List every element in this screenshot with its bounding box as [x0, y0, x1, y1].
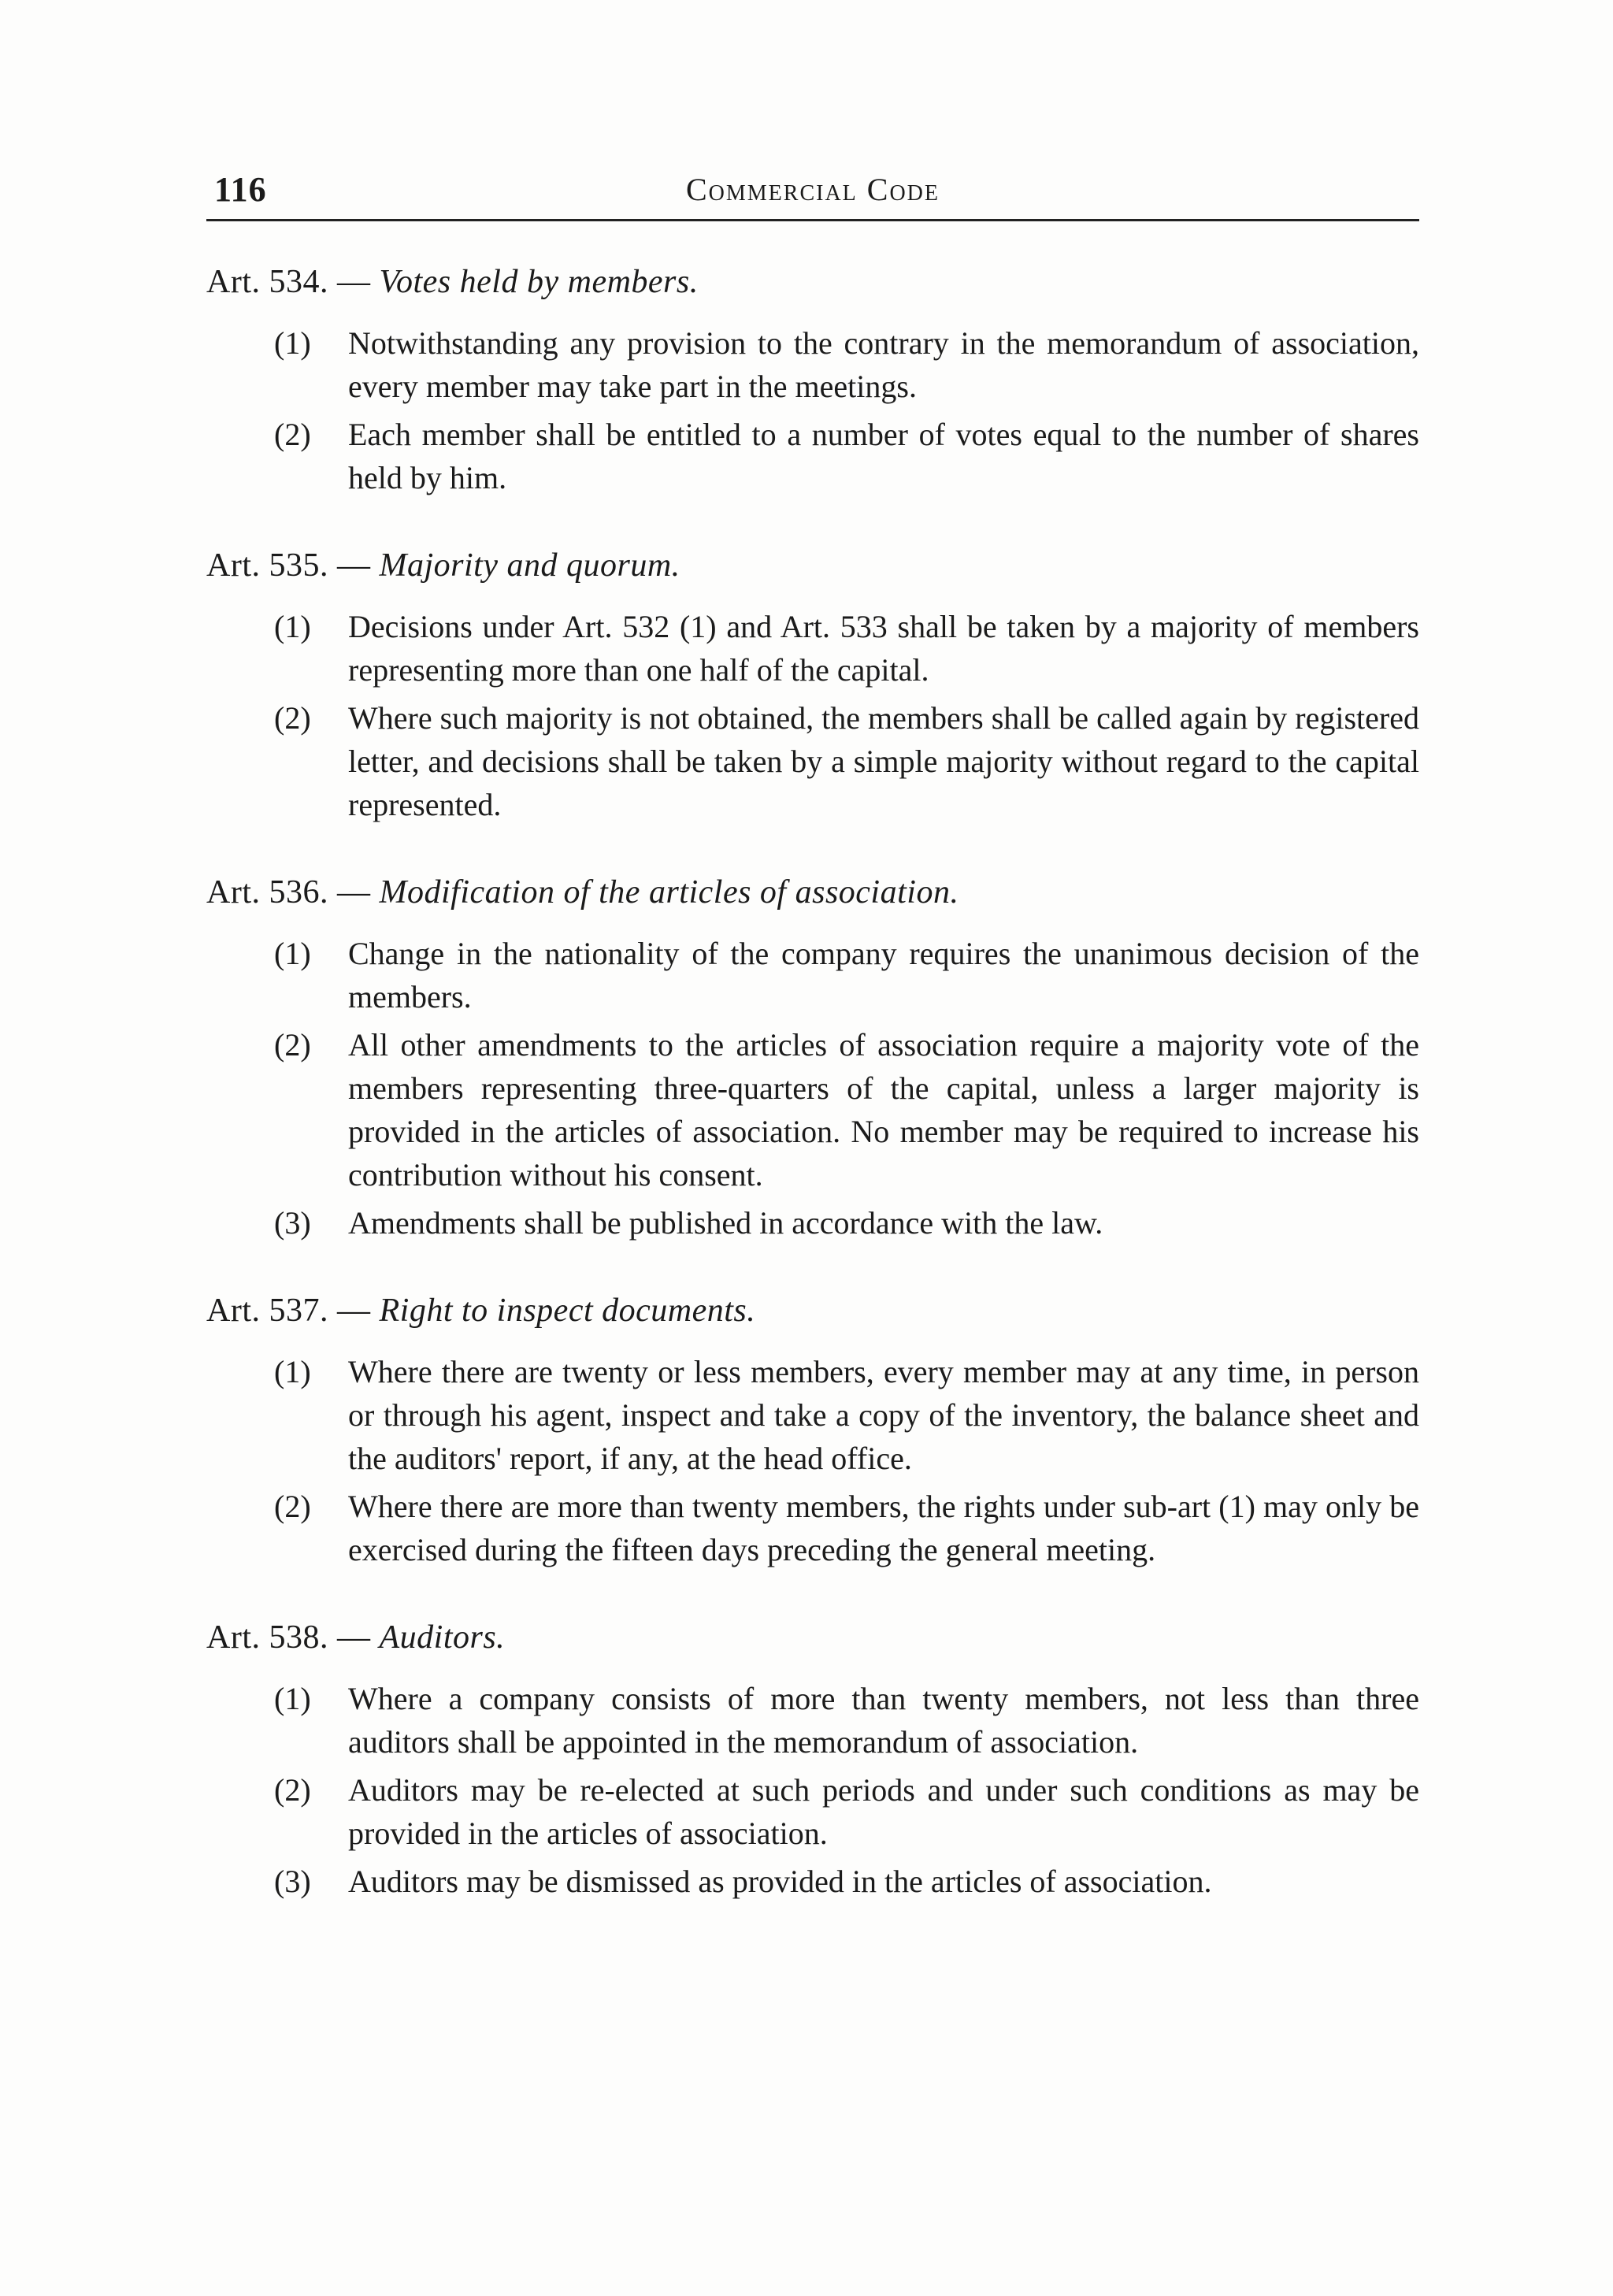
clause: [206, 413, 1419, 499]
clause-text: Where there are twenty or less members, every member may at any time, in person or through his agent, inspect and take a copy of the inventory, the balance sheet and the auditors' report, if any, at the head office.: [348, 1354, 1419, 1476]
clause-text: Notwithstanding any provision to the contrary in the memorandum of association, every member may take part in the meetings.: [348, 325, 1419, 404]
clause-number: (2): [274, 417, 311, 452]
clause: [206, 605, 1419, 692]
clause: [206, 1485, 1419, 1571]
article-title: Majority and quorum.: [379, 547, 680, 584]
clause: [206, 932, 1419, 1018]
clause-number: (1): [274, 609, 311, 644]
clause-number: (1): [274, 936, 311, 971]
page: [206, 0, 1419, 2296]
article-dash: —: [337, 874, 371, 911]
article-heading: [206, 1289, 1419, 1333]
article-number: Art. 536.: [206, 874, 328, 911]
article-536: [206, 870, 1419, 1244]
clause: [206, 1350, 1419, 1480]
articles: [206, 260, 1419, 1947]
clause-number: (2): [274, 1772, 311, 1808]
clause-number: (3): [274, 1864, 311, 1899]
article-heading: [206, 870, 1419, 914]
article-535: [206, 543, 1419, 826]
clause-number: (1): [274, 1681, 311, 1716]
clause-text: Where such majority is not obtained, the members shall be called again by registered letter, and decisions shall be taken by a simple majority without regard to the capital represented.: [348, 700, 1419, 822]
clause-text: Change in the nationality of the company requires the unanimous decision of the members.: [348, 936, 1419, 1014]
clause-text: Amendments shall be published in accordance with the law.: [348, 1205, 1103, 1241]
clause-text: Where a company consists of more than twenty members, not less than three auditors shall be appointed in the memorandum of association.: [348, 1681, 1419, 1760]
article-title: Right to inspect documents.: [379, 1293, 756, 1329]
clause-text: Decisions under Art. 532 (1) and Art. 533 shall be taken by a majority of members representing more than one half of the capital.: [348, 609, 1419, 688]
article-dash: —: [337, 264, 371, 300]
clause-text: Where there are more than twenty members, the rights under sub-art (1) may only be exercised during the fifteen days preceding the general meeting.: [348, 1489, 1419, 1567]
clause-text: Each member shall be entitled to a number of votes equal to the number of shares held by him.: [348, 417, 1419, 495]
clause-text: Auditors may be dismissed as provided in the articles of association.: [348, 1864, 1212, 1899]
article-dash: —: [337, 1293, 371, 1329]
article-dash: —: [337, 1619, 371, 1656]
clause-number: (3): [274, 1205, 311, 1241]
article-number: Art. 534.: [206, 264, 328, 300]
article-title: Votes held by members.: [379, 264, 699, 300]
clause: [206, 1201, 1419, 1244]
article-538: [206, 1615, 1419, 1903]
running-title: Commercial Code: [685, 172, 940, 207]
clause: [206, 1860, 1419, 1903]
article-number: Art. 537.: [206, 1293, 328, 1329]
article-heading: [206, 1615, 1419, 1660]
clause: [206, 321, 1419, 408]
page-number: 116: [214, 170, 267, 209]
article-dash: —: [337, 547, 371, 584]
article-537: [206, 1289, 1419, 1571]
article-heading: [206, 543, 1419, 588]
article-number: Art. 538.: [206, 1619, 328, 1656]
clause-text: All other amendments to the articles of association require a majority vote of the members representing three-quarters of the capital, unless a larger majority is provided in the articles of association. No member may be required to increase his contribution without his consent.: [348, 1027, 1419, 1193]
clause-text: Auditors may be re-elected at such periods and under such conditions as may be provided in the articles of association.: [348, 1772, 1419, 1851]
header-rule: [206, 219, 1419, 221]
clause-number: (2): [274, 700, 311, 736]
clause: [206, 1677, 1419, 1764]
clause-number: (1): [274, 325, 311, 361]
clause-number: (1): [274, 1354, 311, 1389]
article-heading: [206, 260, 1419, 304]
clause: [206, 1023, 1419, 1196]
article-534: [206, 260, 1419, 499]
clause-number: (2): [274, 1027, 311, 1063]
clause: [206, 696, 1419, 826]
article-title: Modification of the articles of association.: [379, 874, 959, 911]
article-title: Auditors.: [379, 1619, 506, 1656]
clause: [206, 1768, 1419, 1855]
running-head: [206, 169, 1419, 217]
clause-number: (2): [274, 1489, 311, 1524]
article-number: Art. 535.: [206, 547, 328, 584]
